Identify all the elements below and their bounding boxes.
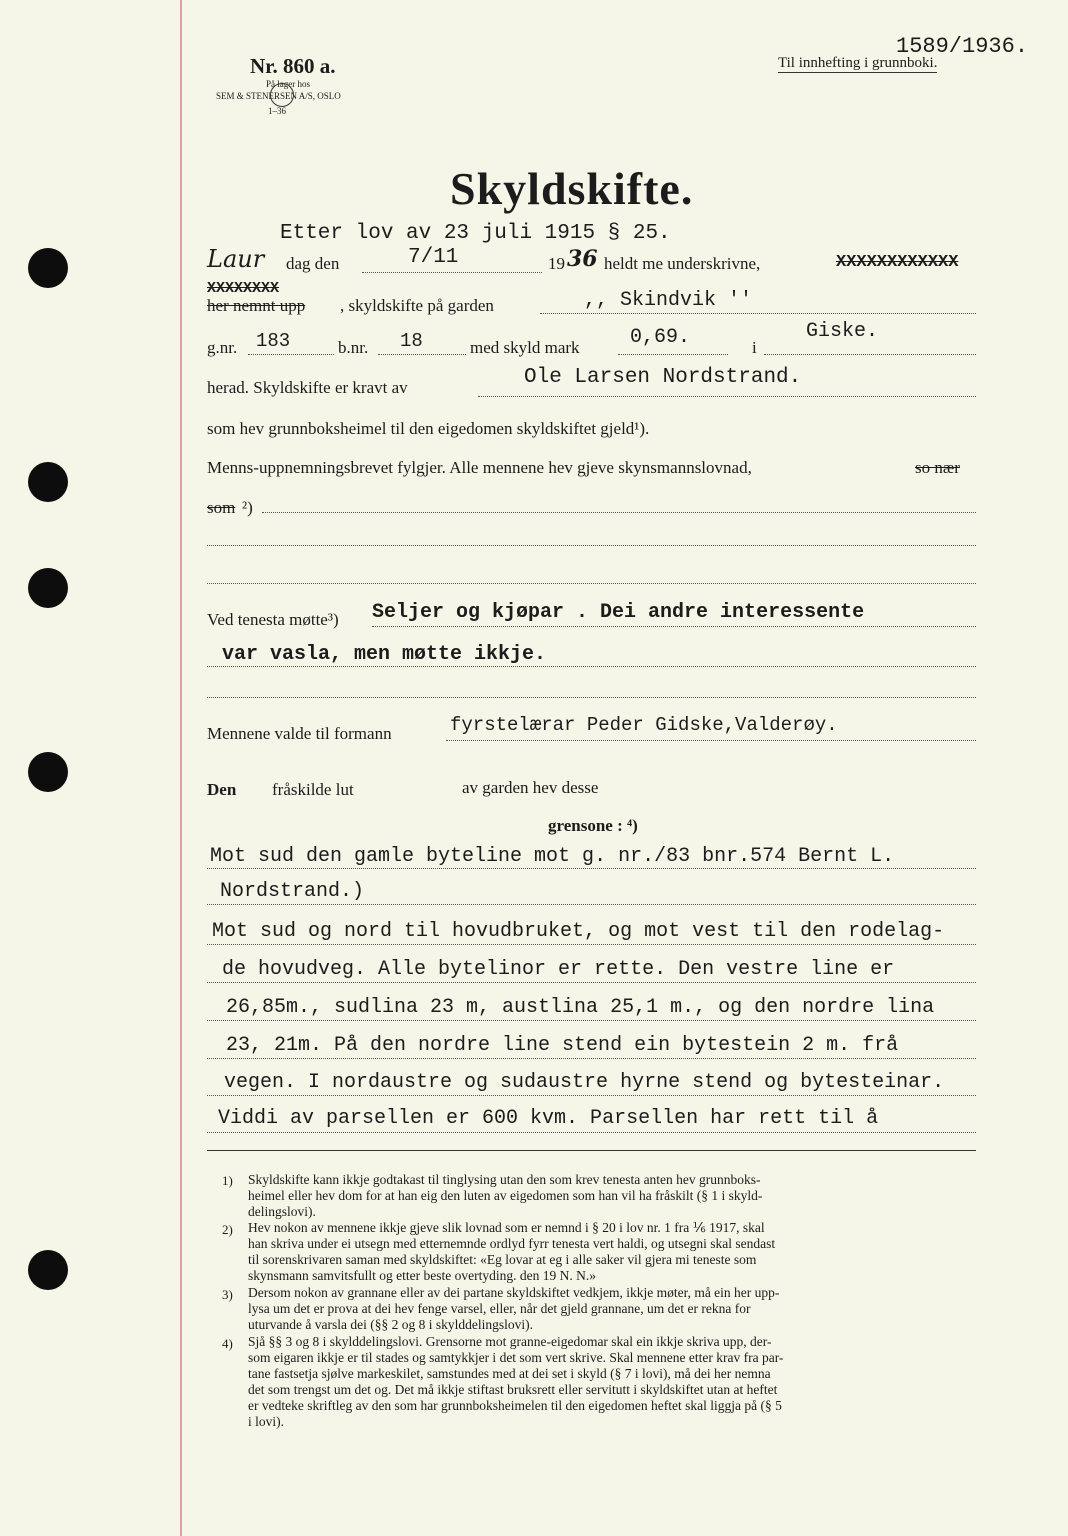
publisher-line-3: 1–36 bbox=[268, 106, 286, 116]
formann-rule bbox=[446, 740, 976, 741]
footnote-line: Hev nokon av mennene ikkje gjeve slik lovnad som er nemnd i § 20 i lov nr. 1 fra ⅙ 1917, skal bbox=[248, 1220, 765, 1235]
boundary-line: Mot sud og nord til hovudbruket, og mot vest til den rodelag- bbox=[212, 920, 945, 943]
footnote-line: han skriva under ei utsegn med etternemnde ordlyd fyrr tenesta vert haldi, og utsegni skal sendast bbox=[248, 1236, 776, 1251]
footnote-line: til sorenskrivaren saman med skyldskiftet: «Eg lovar at eg i alle saker vil gjera mi teneste som bbox=[248, 1252, 757, 1267]
struck-text: XXXXXXXX bbox=[207, 280, 280, 297]
requester: Ole Larsen Nordstrand. bbox=[524, 366, 802, 389]
grensone-label: grensone : ⁴) bbox=[548, 816, 638, 835]
footnote-line: Sjå §§ 3 og 8 i skylddelingslovi. Grensorne mot granne-eigedomar skal ein ikkje skriva upp, der- bbox=[248, 1334, 772, 1349]
footnote-line: i lovi). bbox=[248, 1414, 284, 1429]
form-number: Nr. 860 a. bbox=[250, 54, 336, 78]
struck-text: so nær bbox=[915, 458, 960, 477]
case-number: 1589/1936. bbox=[896, 34, 1029, 59]
bnr-value: 18 bbox=[400, 330, 423, 352]
municipality: Giske. bbox=[806, 320, 879, 343]
struck-text: XXXXXXXXXXXX bbox=[836, 253, 959, 272]
blank-rule bbox=[207, 697, 976, 698]
date-rule bbox=[362, 272, 542, 273]
boundary-rule bbox=[207, 868, 976, 869]
binding-note: Til innhefting i grunnboki. bbox=[778, 55, 938, 71]
footnote-line: delingslovi). bbox=[248, 1204, 316, 1219]
gnr-rule bbox=[248, 354, 334, 355]
blank-rule bbox=[207, 666, 976, 667]
ved-tenesta-text: Seljer og kjøpar . Dei andre interessente bbox=[372, 601, 865, 624]
boundary-line: 23, 21m. På den nordre line stend ein bytestein 2 m. frå bbox=[226, 1034, 899, 1057]
footnote-line: Skyldskifte kann ikkje godtakast til tinglysing utan den som krev tenesta anten hev grunnboks- bbox=[248, 1172, 761, 1187]
punch-hole bbox=[28, 568, 68, 608]
boundary-line: Mot sud den gamle byteline mot g. nr./83 bnr.574 Bernt L. bbox=[210, 845, 895, 868]
gnr-label: g.nr. bbox=[207, 338, 238, 357]
publisher-line-2: SEM & STENERSEN A/S, OSLO bbox=[216, 91, 341, 101]
footnote-line: lysa um det er prova at dei hev fenge varsel, eller, når det gjeld grannane, um det er rekna for bbox=[248, 1301, 751, 1316]
skyld-rule bbox=[618, 354, 728, 355]
footnote-line: heimel eller hev dom for at han eig den luten av eigedomen som han vil ha fråskilt (§ 1 i skyld- bbox=[248, 1188, 763, 1203]
blank-rule bbox=[262, 512, 976, 513]
ved-tenesta-text: var vasla, men møtte ikkje. bbox=[222, 643, 547, 666]
footnote-line: skynsmann samvitsfullt og etter beste overtyding. den 19 N. N.» bbox=[248, 1268, 596, 1283]
menns-line: Menns-uppnemningsbrevet fylgjer. Alle mennene hev gjeve skynsmannslovnad, bbox=[207, 458, 752, 477]
skyldskifte-label: , skyldskifte på garden bbox=[340, 296, 494, 315]
weekday-handwritten: Laur bbox=[207, 245, 265, 273]
punch-hole bbox=[28, 462, 68, 502]
blank-rule bbox=[207, 583, 976, 584]
requester-rule bbox=[478, 396, 976, 397]
footnote-line: Dersom nokon av grannane eller av dei partane skyldskiftet vedkjem, ikkje møter, må ein her upp- bbox=[248, 1285, 780, 1300]
struck-text: her nemnt upp bbox=[207, 296, 306, 315]
boundary-line: 26,85m., sudlina 23 m, austlina 25,1 m., og den nordre lina bbox=[226, 996, 935, 1019]
blank-rule bbox=[207, 545, 976, 546]
boundary-rule bbox=[207, 1095, 976, 1096]
bnr-rule bbox=[378, 354, 466, 355]
held-text: heldt me underskrivne, bbox=[604, 254, 761, 273]
boundary-line: Viddi av parsellen er 600 kvm. Parsellen har rett til å bbox=[218, 1107, 879, 1130]
boundary-line: Nordstrand.) bbox=[220, 880, 365, 903]
footnote-number: 2) bbox=[222, 1222, 233, 1237]
footnote-line: som eigaren ikkje er til stades og samtykkjer i det som vert skrive. Skal mennene etter krav fra par- bbox=[248, 1350, 784, 1365]
date-value: 7/11 bbox=[408, 246, 459, 269]
publisher-seal-icon bbox=[270, 83, 294, 107]
boundary-rule bbox=[207, 1058, 976, 1059]
day-suffix: dag den bbox=[286, 254, 340, 273]
year-prefix: 19 bbox=[548, 254, 565, 273]
boundary-rule bbox=[207, 904, 976, 905]
gnr-value: 183 bbox=[256, 330, 291, 352]
som-suffix: ²) bbox=[242, 498, 253, 517]
publisher-line-1: På lager hos bbox=[266, 79, 310, 89]
punch-hole bbox=[28, 248, 68, 288]
margin-line bbox=[180, 0, 182, 1536]
footnote-line: er vedteke skriftleg av den som har grunnboksheimelen til den eigedomen heftet skal liggja på (§ 5 bbox=[248, 1398, 782, 1413]
boundary-line: vegen. I nordaustre og sudaustre hyrne stend og bytesteinar. bbox=[224, 1071, 945, 1094]
herad-text: herad. Skyldskifte er kravt av bbox=[207, 378, 408, 397]
footnote-divider bbox=[207, 1150, 976, 1151]
footnote-number: 4) bbox=[222, 1336, 233, 1351]
footnote-line: uturvande å varsla dei (§§ 2 og 8 i skylddelingslovi). bbox=[248, 1317, 533, 1332]
boundary-rule bbox=[207, 944, 976, 945]
formann-value: fyrstelærar Peder Gidske,Valderøy. bbox=[450, 714, 838, 736]
av-garden-label: av garden hev desse bbox=[462, 778, 599, 797]
den-label: Den bbox=[207, 780, 237, 799]
page-title: Skyldskifte. bbox=[450, 163, 694, 214]
footnote-number: 3) bbox=[222, 1287, 233, 1302]
grunnboks-line: som hev grunnboksheimel til den eigedomen skyldskiftet gjeld¹). bbox=[207, 419, 650, 438]
municipality-rule bbox=[764, 354, 976, 355]
skyld-value: 0,69. bbox=[630, 326, 691, 349]
ved-tenesta-label: Ved tenesta møtte³) bbox=[207, 610, 339, 629]
footnote-number: 1) bbox=[222, 1173, 233, 1188]
bnr-label: b.nr. bbox=[338, 338, 369, 357]
fraaskilde-label: fråskilde lut bbox=[272, 780, 354, 799]
farm-rule bbox=[540, 313, 976, 314]
footnote-line: tane fastsetja sjølve markeskilet, samstundes med at dei set i skyld (§ 7 i lovi), må dei her nemna bbox=[248, 1366, 771, 1381]
boundary-rule bbox=[207, 982, 976, 983]
struck-text: som bbox=[207, 498, 236, 517]
boundary-rule bbox=[207, 1020, 976, 1021]
year-handwritten: 36 bbox=[567, 246, 598, 272]
boundary-line: de hovudveg. Alle bytelinor er rette. Den vestre line er bbox=[222, 958, 895, 981]
farm-name: ,, Skindvik '' bbox=[584, 289, 753, 312]
footnote-line: det som trengst um det og. Det må ikkje stiftast bruksrett eller servitutt i skyldskiftet utan at heftet bbox=[248, 1382, 778, 1397]
law-reference: Etter lov av 23 juli 1915 § 25. bbox=[280, 222, 671, 245]
punch-hole bbox=[28, 1250, 68, 1290]
i-label: i bbox=[752, 338, 757, 357]
boundary-rule bbox=[207, 1132, 976, 1133]
blank-rule bbox=[372, 626, 976, 627]
skyld-label: med skyld mark bbox=[470, 338, 580, 357]
punch-hole bbox=[28, 752, 68, 792]
formann-label: Mennene valde til formann bbox=[207, 724, 392, 743]
